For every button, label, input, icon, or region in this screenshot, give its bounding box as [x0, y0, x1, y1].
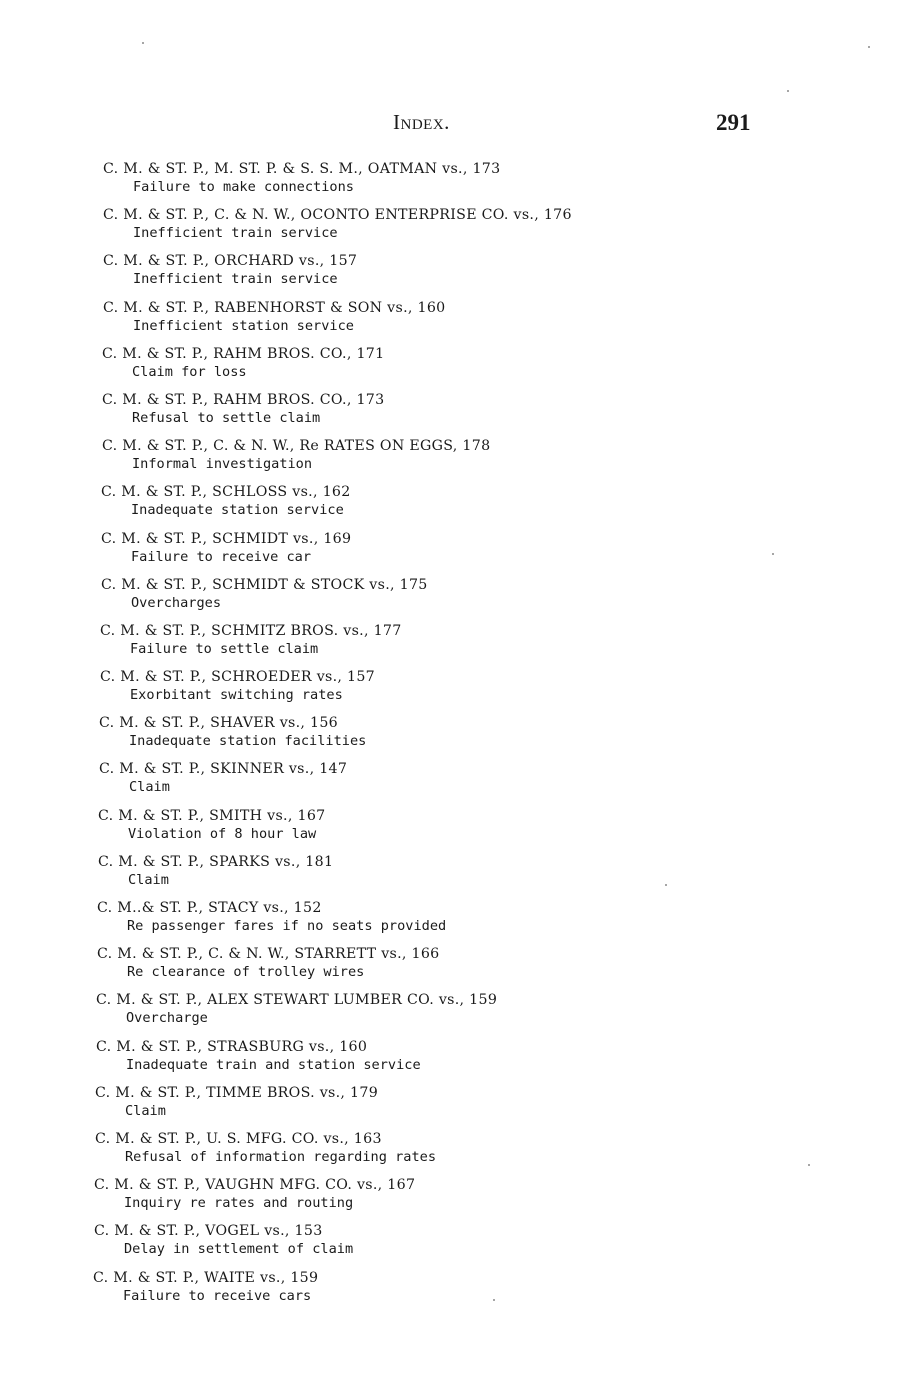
entry-subject: Claim	[129, 779, 170, 796]
entry-heading: C. M. & ST. P., SCHROEDER vs., 157	[100, 669, 376, 686]
index-entry	[103, 161, 823, 207]
scan-speck	[868, 46, 870, 48]
entry-heading: C. M. & ST. P., SCHMITZ BROS. vs., 177	[100, 622, 402, 639]
entry-heading: C. M. & ST. P., SCHMIDT & STOCK vs., 175	[101, 576, 428, 593]
entry-heading: C. M. & ST. P., ORCHARD vs., 157	[103, 253, 358, 270]
index-entry	[102, 438, 822, 484]
entry-heading: C. M. & ST. P., TIMME BROS. vs., 179	[95, 1084, 379, 1101]
scan-speck	[808, 1164, 810, 1166]
entry-subject: Failure to make connections	[133, 179, 354, 195]
entry-heading: C. M. & ST. P., RABENHORST & SON vs., 160	[103, 299, 446, 316]
entry-subject: Re clearance of trolley wires	[127, 964, 365, 981]
scan-speck	[665, 884, 667, 886]
entry-subject: Failure to receive cars	[123, 1287, 312, 1304]
index-entry	[101, 531, 821, 577]
page-title: Index.	[393, 110, 450, 134]
index-entry	[102, 392, 822, 438]
entry-heading: C. M. & ST. P., C. & N. W., STARRETT vs., 166	[97, 946, 440, 963]
scan-speck	[772, 553, 774, 555]
index-entry	[101, 577, 821, 623]
entry-subject: Claim for loss	[132, 363, 247, 380]
index-entry	[94, 1177, 814, 1223]
scan-speck	[142, 42, 144, 44]
page-header	[0, 110, 910, 140]
index-entry	[103, 253, 823, 299]
entry-heading: C. M. & ST. P., C. & N. W., OCONTO ENTERPRISE CO. vs., 176	[103, 207, 572, 224]
entry-heading: C. M. & ST. P., SPARKS vs., 181	[98, 853, 334, 870]
index-entry	[93, 1270, 813, 1316]
index-entry	[102, 346, 822, 392]
index-entry	[96, 992, 816, 1038]
index-entry	[101, 484, 821, 530]
index-entry	[103, 300, 823, 346]
scan-speck	[787, 90, 789, 92]
entry-heading: C. M. & ST. P., SKINNER vs., 147	[99, 761, 348, 778]
entry-subject: Inefficient station service	[133, 317, 354, 334]
entry-subject: Failure to settle claim	[130, 640, 319, 657]
entry-heading: C. M. & ST. P., RAHM BROS. CO., 171	[102, 345, 385, 362]
entry-heading: C. M. & ST. P., STRASBURG vs., 160	[96, 1038, 368, 1055]
index-entry	[103, 207, 823, 253]
index-entry	[98, 808, 818, 854]
index-entry	[98, 854, 818, 900]
entry-subject: Failure to receive car	[131, 548, 312, 565]
entry-subject: Inadequate station service	[131, 502, 344, 519]
index-entry	[97, 900, 817, 946]
entry-heading: C. M. & ST. P., VAUGHN MFG. CO. vs., 167	[94, 1177, 416, 1194]
page-number: 291	[716, 110, 751, 135]
entry-heading: C. M. & ST. P., C. & N. W., Re RATES ON EGGS, 178	[102, 438, 491, 455]
index-list	[93, 161, 823, 1316]
entry-subject: Inefficient train service	[133, 225, 338, 242]
entry-heading: C. M. & ST. P., M. ST. P. & S. S. M., OATMAN vs., 173	[103, 161, 501, 177]
entry-subject: Re passenger fares if no seats provided	[127, 918, 447, 934]
entry-heading: C. M. & ST. P., VOGEL vs., 153	[94, 1223, 323, 1240]
index-entry	[100, 623, 820, 669]
index-entry	[94, 1223, 814, 1269]
entry-heading: C. M. & ST. P., RAHM BROS. CO., 173	[102, 391, 385, 408]
entry-subject: Inadequate station facilities	[129, 733, 367, 750]
entry-heading: C. M. & ST. P., U. S. MFG. CO. vs., 163	[95, 1130, 382, 1147]
index-entry	[99, 715, 819, 761]
scan-speck	[493, 1299, 495, 1301]
entry-subject: Inadequate train and station service	[126, 1056, 421, 1073]
entry-heading: C. M. & ST. P., SCHLOSS vs., 162	[101, 484, 351, 501]
entry-heading: C. M. & ST. P., ALEX STEWART LUMBER CO. vs., 159	[96, 992, 498, 1009]
entry-subject: Exorbitant switching rates	[130, 687, 343, 704]
entry-subject: Violation of 8 hour law	[128, 825, 317, 842]
entry-subject: Overcharge	[126, 1010, 208, 1027]
entry-subject: Refusal to settle claim	[132, 409, 321, 426]
entry-subject: Refusal of information regarding rates	[125, 1148, 436, 1165]
entry-subject: Informal investigation	[132, 456, 313, 473]
index-entry	[96, 1039, 816, 1085]
index-entry	[99, 761, 819, 807]
entry-subject: Claim	[125, 1102, 166, 1119]
entry-heading: C. M..& ST. P., STACY vs., 152	[97, 900, 322, 916]
index-entry	[95, 1085, 815, 1131]
entry-subject: Overcharges	[131, 594, 222, 611]
entry-heading: C. M. & ST. P., WAITE vs., 159	[93, 1269, 319, 1286]
index-entry	[100, 669, 820, 715]
entry-heading: C. M. & ST. P., SCHMIDT vs., 169	[101, 530, 352, 547]
index-entry	[95, 1131, 815, 1177]
entry-subject: Inquiry re rates and routing	[124, 1195, 354, 1212]
entry-subject: Inefficient train service	[133, 271, 338, 288]
entry-heading: C. M. & ST. P., SMITH vs., 167	[98, 807, 326, 824]
entry-subject: Delay in settlement of claim	[124, 1241, 354, 1258]
index-entry	[97, 946, 817, 992]
entry-subject: Claim	[128, 871, 169, 888]
entry-heading: C. M. & ST. P., SHAVER vs., 156	[99, 715, 338, 732]
